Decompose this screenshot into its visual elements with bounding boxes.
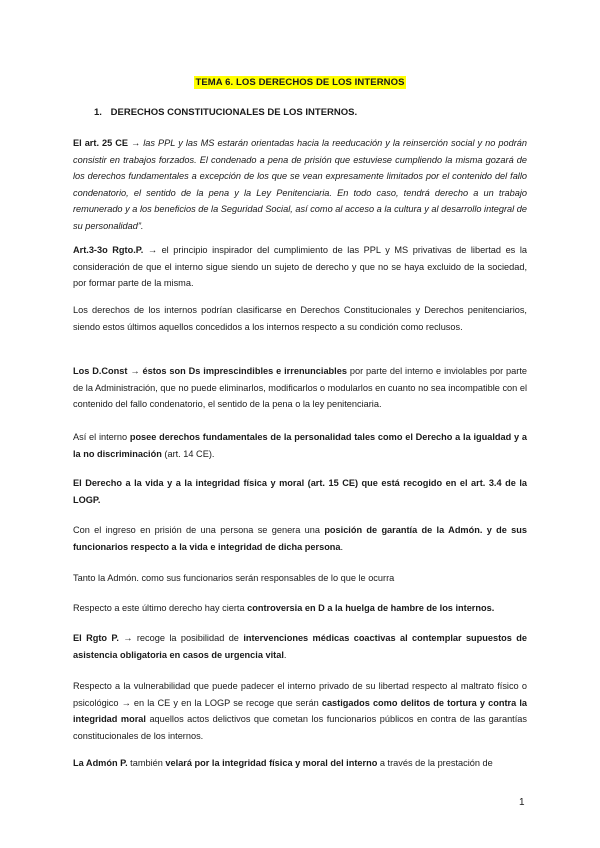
admon-label: La Admón P.: [73, 758, 128, 768]
rgto-text: → recoge la posibilidad de: [118, 633, 244, 643]
paragraph-dconst: [73, 363, 527, 413]
responsables-text: Tanto la Admón. como sus funcionarios serán responsables de lo que le ocurra: [73, 573, 395, 583]
paragraph-art3: [73, 242, 527, 292]
rgto-end: .: [283, 649, 287, 660]
dconst-arrow: →: [127, 366, 143, 376]
garantia-bold: posición de garantía de la Admón. y de sus funcionarios respecto a la vida e integridad de dicha persona: [73, 525, 527, 552]
paragraph-art25: [73, 135, 527, 234]
paragraph-rgto: [73, 630, 527, 663]
rgto-label: El Rgto P.: [73, 633, 119, 643]
paragraph-vulnerabilidad: [73, 678, 527, 744]
art3-label: Art.3-3o Rgto.P.: [73, 245, 144, 255]
page-title: TEMA 6. LOS DERECHOS DE LOS INTERNOS: [195, 77, 405, 88]
vulnerabilidad-text: Respecto a la vulnerabilidad que puede padecer el interno privado de su libertad respecto al maltrato físico o psicológico → en la CE y en la LOGP se recoge que serán: [73, 681, 527, 708]
paragraph-igualdad: [73, 429, 527, 462]
section-heading: [94, 107, 357, 118]
art25-quote: las PPL y las MS estarán orientadas hacia la reeducación y la reinserción social y no podrán consistir en trabajos forzados. El condenado a pena de prisión que estuviese cumpliendo la misma gozará de los derechos fundamentales a excepción de los que se vean expresamente limitados por el contenido del fallo condenatorio, el sentido de la pena y la Ley Penitenciaria. En todo caso, tendrá derecho a un trabajo remunerado y a los beneficios de la Seguridad Social, así como al acceso a la cultura y al desarrollo integral de su personalidad”.: [73, 138, 527, 231]
art3-text: → el principio inspirador del cumplimiento de las PPL y MS privativas de libertad es la consideración de que el interno sigue siendo un sujeto de derecho y que no se haya excluido de la sociedad, por formar parte de la misma.: [73, 245, 527, 288]
paragraph-classification: [73, 302, 527, 335]
paragraph-responsables: [73, 570, 527, 587]
igualdad-intro: Así el interno: [73, 432, 130, 442]
dconst-bold: éstos son Ds imprescindibles e irrenunciables: [142, 366, 347, 376]
garantia-intro: Con el ingreso en prisión de una persona se genera una: [73, 525, 325, 535]
igualdad-bold: posee derechos fundamentales de la personalidad tales como el Derecho a la igualdad y a la no discriminación: [73, 432, 527, 459]
dconst-text: por parte del interno e inviolables por parte de la Administración, que no puede eliminarlos, modificarlos o modularlos en cuanto no sea incompatible con el contenido del fallo condenatorio, el sentido de la pena o la ley penitenciaria.: [73, 366, 527, 409]
rgto-bold: intervenciones médicas coactivas al contemplar supuestos de asistencia obligatoria en casos de urgencia vital: [73, 633, 528, 660]
page-number: 1: [519, 797, 525, 808]
paragraph-garantia: [73, 522, 527, 555]
arrow: →: [128, 138, 144, 148]
title-container: [0, 72, 600, 90]
classification-text: Los derechos de los internos podrían clasificarse en Derechos Constitucionales y Derechos penitenciarios, siendo estos últimos aquellos concedidos a los internos respecto a su condición como reclusos.: [73, 305, 527, 332]
igualdad-ref: (art. 14 CE).: [161, 448, 215, 459]
admon-text: también: [127, 758, 166, 768]
art25-label: El art. 25 CE: [73, 138, 129, 148]
vulnerabilidad-bold: castigados como delitos de tortura y contra la integridad moral: [73, 697, 527, 724]
vulnerabilidad-end: aquellos actos delictivos que cometan los funcionarios públicos en contra de las garantías constitucionales de los internos.: [73, 714, 527, 741]
admon-bold: velará por la integridad física y moral del interno: [165, 758, 378, 768]
garantia-end: .: [340, 541, 344, 552]
paragraph-derecho-vida: [73, 475, 527, 508]
admon-end: a través de la prestación de: [377, 758, 493, 768]
paragraph-admon: [73, 755, 527, 772]
paragraph-huelga: [73, 600, 527, 617]
huelga-intro: Respecto a este último derecho hay cierta: [73, 603, 248, 613]
section-heading-text: DERECHOS CONSTITUCIONALES DE LOS INTERNOS.: [110, 107, 358, 118]
derecho-vida-bold: El Derecho a la vida y a la integridad física y moral (art. 15 CE) que está recogido en el art. 3.4 de la LOGP.: [73, 478, 527, 505]
dconst-label: Los D.Const: [73, 366, 128, 376]
huelga-bold: controversia en D a la huelga de hambre de los internos.: [247, 603, 495, 613]
section-number: 1.: [94, 107, 102, 118]
